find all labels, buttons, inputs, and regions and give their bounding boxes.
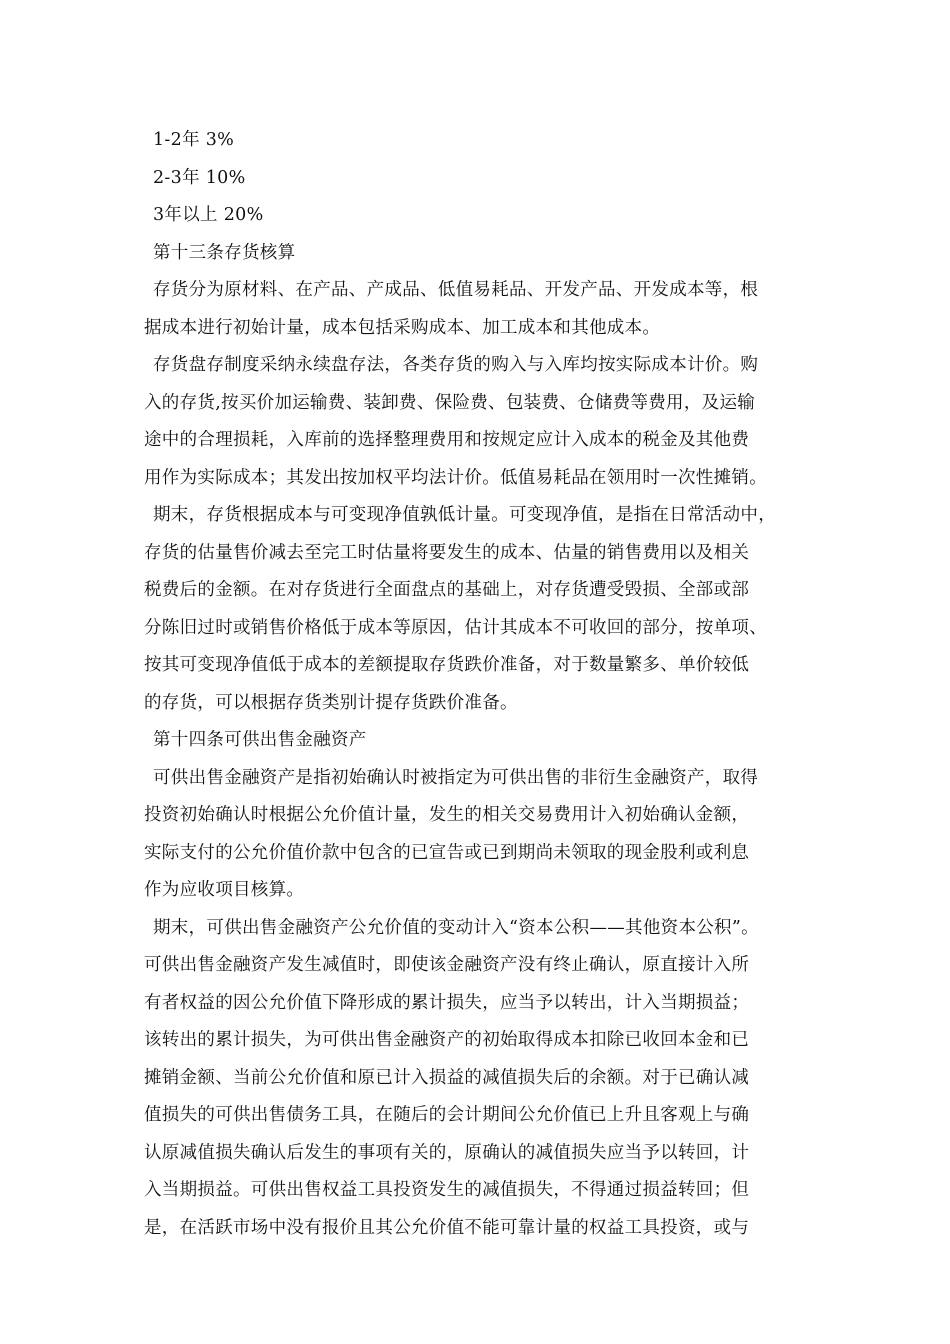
- section-heading: 第十三条存货核算: [153, 242, 296, 263]
- text-line: 用作为实际成本；其发出按加权平均法计价。低值易耗品在领用时一次性摊销。: [144, 467, 767, 488]
- text-line: 可供出售金融资产发生减值时，即使该金融资产没有终止确认，原直接计入所: [144, 955, 750, 975]
- text-line: 该转出的累计损失，为可供出售金融资产的初始取得成本扣除已收回本金和已: [144, 1030, 750, 1050]
- text-line: 3年以上 20%: [153, 205, 264, 225]
- text-line: 投资初始确认时根据公允价值计量，发生的相关交易费用计入初始确认金额，: [144, 805, 750, 825]
- text-line: 摊销金额、当前公允价值和原已计入损益的减值损失后的余额。对于已确认减: [144, 1067, 750, 1088]
- text-line: 存货分为原材料、在产品、产成品、低值易耗品、开发产品、开发成本等，根: [153, 280, 759, 300]
- text-line: 1-2年 3%: [153, 130, 235, 150]
- text-line: 期末，存货根据成本与可变现净值孰低计量。可变现净值，是指在日常活动中，: [153, 505, 776, 525]
- text-line: 按其可变现净值低于成本的差额提取存货跌价准备，对于数量繁多、单价较低: [144, 655, 750, 675]
- text-line: 是，在活跃市场中没有报价且其公允价值不能可靠计量的权益工具投资，或与: [144, 1217, 750, 1238]
- text-line: 实际支付的公允价值价款中包含的已宣告或已到期尚未领取的现金股利或利息: [144, 842, 750, 863]
- text-line: 认原减值损失确认后发生的事项有关的，原确认的减值损失应当予以转回，计: [144, 1142, 750, 1163]
- section-heading: 第十四条可供出售金融资产: [153, 730, 367, 750]
- text-line: 的存货，可以根据存货类别计提存货跌价准备。: [144, 692, 518, 713]
- text-line: 值损失的可供出售债务工具，在随后的会计期间公允价值已上升且客观上与确: [144, 1105, 750, 1125]
- text-line: 存货的估量售价减去至完工时估量将要发生的成本、估量的销售费用以及相关: [144, 542, 750, 563]
- text-line: 分陈旧过时或销售价格低于成本等原因，估计其成本不可收回的部分，按单项、: [144, 617, 767, 638]
- text-line: 入的存货,按买价加运输费、装卸费、保险费、包装费、仓储费等费用，及运输: [144, 392, 756, 413]
- text-line: 可供出售金融资产是指初始确认时被指定为可供出售的非衍生金融资产，取得: [153, 767, 759, 788]
- text-line: 作为应收项目核算。: [144, 880, 305, 900]
- document-body: [144, 122, 834, 1247]
- text-line: 存货盘存制度采纳永续盘存法，各类存货的购入与入库均按实际成本计价。购: [153, 355, 759, 375]
- text-line: 2-3年 10%: [153, 167, 246, 188]
- text-line: 入当期损益。可供出售权益工具投资发生的减值损失，不得通过损益转回；但: [144, 1180, 750, 1200]
- text-line: 税费后的金额。在对存货进行全面盘点的基础上，对存货遭受毁损、全部或部: [144, 580, 750, 600]
- text-line: 途中的合理损耗，入库前的选择整理费用和按规定应计入成本的税金及其他费: [144, 430, 750, 450]
- text-line: 有者权益的因公允价值下降形成的累计损失，应当予以转出，计入当期损益；: [144, 992, 750, 1013]
- text-line: 据成本进行初始计量，成本包括采购成本、加工成本和其他成本。: [144, 317, 661, 338]
- text-line: 期末，可供出售金融资产公允价值的变动计入“资本公积——其他资本公积”。: [153, 917, 759, 938]
